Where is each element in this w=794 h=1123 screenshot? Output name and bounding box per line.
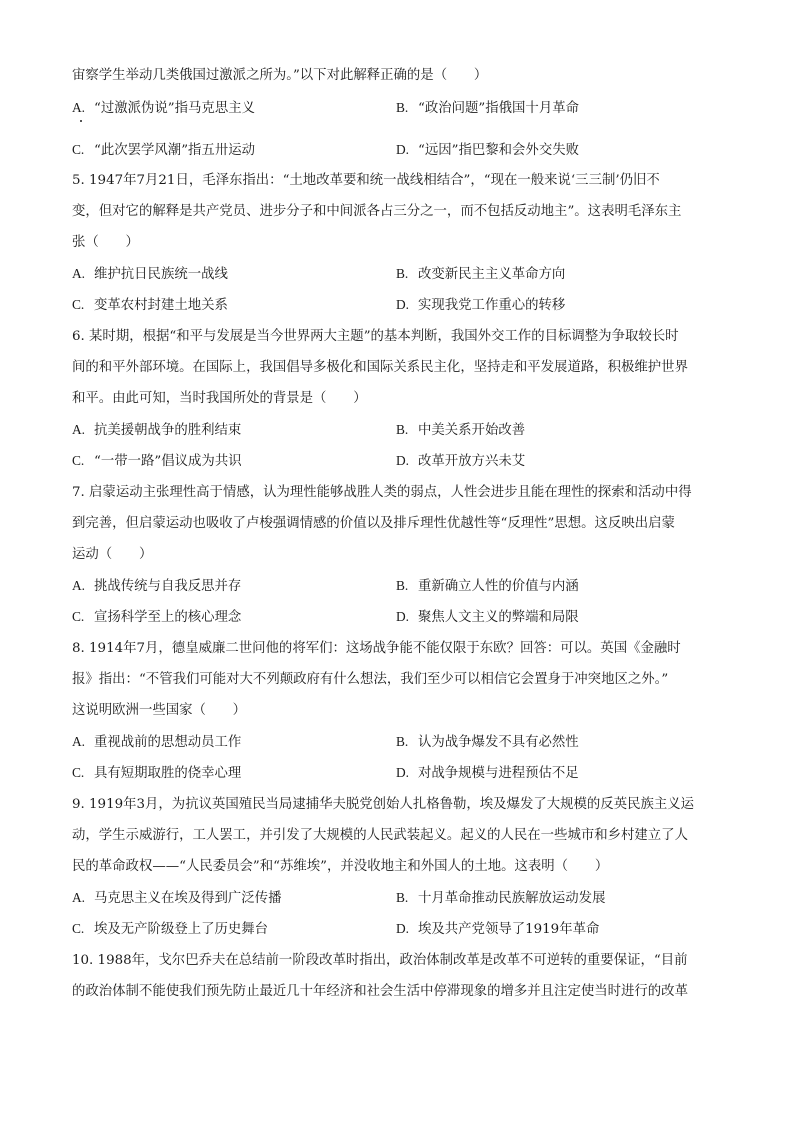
q9-option-b[interactable] bbox=[396, 888, 605, 908]
q7-stem-line-3: 运动（ ） bbox=[72, 547, 153, 562]
option-letter: C. bbox=[72, 297, 85, 312]
q5-stem-line-1: 5. 1947年7月21日，毛泽东指出：“土地改革要和统一战线相结合”，“现在一般来说‘三三制’仍旧不 bbox=[72, 173, 660, 188]
q6-option-b[interactable] bbox=[396, 420, 525, 440]
q6-option-d[interactable] bbox=[396, 451, 525, 471]
option-text: 具有短期取胜的侥幸心理 bbox=[94, 766, 242, 781]
q5-option-b[interactable] bbox=[396, 264, 565, 284]
option-letter: B. bbox=[396, 578, 409, 593]
option-letter: C. bbox=[72, 921, 85, 936]
option-text: “远因”指巴黎和会外交失败 bbox=[418, 143, 579, 158]
option-text: 实现我党工作重心的转移 bbox=[418, 298, 566, 313]
q7-option-c[interactable] bbox=[72, 607, 241, 627]
option-text: “一带一路”倡议成为共识 bbox=[94, 454, 242, 469]
option-text: 改革开放方兴未艾 bbox=[418, 454, 526, 469]
option-text: “此次罢学风潮”指五卅运动 bbox=[94, 143, 255, 158]
q5-stem-line-3: 张（ ） bbox=[72, 235, 139, 250]
option-letter: C. bbox=[72, 609, 85, 624]
q5-stem-line-2: 变，但对它的解释是共产党员、进步分子和中间派各占三分之一，而不包括反动地主”。这表明毛泽东主 bbox=[72, 204, 682, 219]
q10-stem-line-2: 的政治体制不能使我们预先防止最近几十年经济和社会生活中停滞现象的增多并且注定使当时进行的改革 bbox=[72, 984, 688, 999]
q5-option-c[interactable] bbox=[72, 295, 228, 315]
option-letter: A. bbox=[72, 422, 86, 437]
option-letter: D. bbox=[396, 297, 410, 312]
option-text: “政治问题”指俄国十月革命 bbox=[418, 101, 579, 116]
q4-stem-line: 宙察学生举动几类俄国过激派之所为。”以下对此解释正确的是（ ） bbox=[72, 68, 488, 83]
q7-stem-line-2: 到完善，但启蒙运动也吸收了卢梭强调情感的价值以及排斥理性优越性等“反理性”思想。这反映出启蒙 bbox=[72, 516, 675, 531]
q9-stem-line-1: 9. 1919年3月，为抗议英国殖民当局逮捕华夫脱党创始人扎格鲁勒，埃及爆发了大规模的反英民族主义运 bbox=[72, 797, 695, 812]
option-text: 马克思主义在埃及得到广泛传播 bbox=[94, 891, 282, 906]
q6-option-c[interactable] bbox=[72, 451, 242, 471]
option-text: 聚焦人文主义的弊端和局限 bbox=[418, 610, 579, 625]
q4-option-d[interactable] bbox=[396, 140, 579, 160]
q9-option-c[interactable] bbox=[72, 919, 268, 939]
option-letter: D. bbox=[396, 453, 410, 468]
option-letter: D. bbox=[396, 142, 410, 157]
q8-option-d[interactable] bbox=[396, 763, 579, 783]
q9-option-d[interactable] bbox=[396, 919, 599, 939]
option-letter: C. bbox=[72, 453, 85, 468]
q7-option-b[interactable] bbox=[396, 576, 579, 596]
option-text: 抗美援朝战争的胜利结束 bbox=[94, 423, 242, 438]
option-letter: A. bbox=[72, 266, 86, 281]
q6-stem-line-1: 6. 某时期，根据“和平与发展是当今世界两大主题”的基本判断，我国外交工作的目标调整为争取较长时 bbox=[72, 329, 679, 344]
q6-stem-line-2: 间的和平外部环境。在国际上，我国倡导多极化和国际关系民主化，坚持走和平发展道路，积极维护世界 bbox=[72, 360, 688, 375]
option-letter: A. bbox=[72, 890, 86, 905]
option-text: 埃及共产党领导了1919年革命 bbox=[418, 922, 600, 937]
q9-option-a[interactable] bbox=[72, 888, 281, 908]
option-text: 认为战争爆发不具有必然性 bbox=[418, 735, 579, 750]
option-letter: B. bbox=[396, 734, 409, 749]
q4-option-a[interactable] bbox=[72, 98, 255, 118]
stray-mark bbox=[80, 120, 82, 122]
option-text: 维护抗日民族统一战线 bbox=[94, 267, 228, 282]
q10-stem-line-1: 10. 1988年，戈尔巴乔夫在总结前一阶段改革时指出，政治体制改革是改革不可逆转的重要保证，“目前 bbox=[72, 953, 688, 968]
option-text: 重新确立人性的价值与内涵 bbox=[418, 579, 579, 594]
option-text: 改变新民主主义革命方向 bbox=[418, 267, 566, 282]
q8-option-b[interactable] bbox=[396, 732, 579, 752]
option-letter: B. bbox=[396, 422, 409, 437]
option-letter: A. bbox=[72, 100, 86, 115]
option-letter: B. bbox=[396, 266, 409, 281]
option-text: “过激派伪说”指马克思主义 bbox=[94, 101, 255, 116]
option-text: 挑战传统与自我反思并存 bbox=[94, 579, 242, 594]
option-letter: A. bbox=[72, 578, 86, 593]
q5-option-a[interactable] bbox=[72, 264, 228, 284]
option-letter: B. bbox=[396, 890, 409, 905]
q4-option-b[interactable] bbox=[396, 98, 579, 118]
q8-stem-line-2: 报》指出：“不管我们可能对大不列颠政府有什么想法，我们至少可以相信它会置身于冲突地区之外。” bbox=[72, 672, 669, 687]
q8-option-a[interactable] bbox=[72, 732, 241, 752]
q7-stem-line-1: 7. 启蒙运动主张理性高于情感，认为理性能够战胜人类的弱点，人性会进步且能在理性的探索和活动中得 bbox=[72, 485, 692, 500]
q8-stem-line-1: 8. 1914年7月，德皇威廉二世问他的将军们：这场战争能不能仅限于东欧？回答：可以。英国《金融时 bbox=[72, 641, 681, 656]
q7-option-a[interactable] bbox=[72, 576, 241, 596]
q8-option-c[interactable] bbox=[72, 763, 241, 783]
q9-stem-line-3: 民的革命政权——“人民委员会”和“苏维埃”，并没收地主和外国人的土地。这表明（ ） bbox=[72, 859, 609, 874]
option-letter: D. bbox=[396, 765, 410, 780]
option-text: 宣扬科学至上的核心理念 bbox=[94, 610, 242, 625]
q7-option-d[interactable] bbox=[396, 607, 579, 627]
q9-stem-line-2: 动，学生示威游行，工人罢工，并引发了大规模的人民武装起义。起义的人民在一些城市和乡村建立了人 bbox=[72, 828, 688, 843]
q4-option-c[interactable] bbox=[72, 140, 255, 160]
option-text: 十月革命推动民族解放运动发展 bbox=[418, 891, 606, 906]
q5-option-d[interactable] bbox=[396, 295, 565, 315]
option-letter: C. bbox=[72, 142, 85, 157]
q6-stem-line-3: 和平。由此可知，当时我国所处的背景是（ ） bbox=[72, 391, 367, 406]
option-text: 埃及无产阶级登上了历史舞台 bbox=[94, 922, 269, 937]
option-text: 重视战前的思想动员工作 bbox=[94, 735, 242, 750]
option-text: 中美关系开始改善 bbox=[418, 423, 526, 438]
option-letter: D. bbox=[396, 609, 410, 624]
q8-stem-line-3: 这说明欧洲一些国家（ ） bbox=[72, 703, 247, 718]
option-text: 变革农村封建土地关系 bbox=[94, 298, 228, 313]
option-text: 对战争规模与进程预估不足 bbox=[418, 766, 579, 781]
option-letter: D. bbox=[396, 921, 410, 936]
option-letter: B. bbox=[396, 100, 409, 115]
option-letter: A. bbox=[72, 734, 86, 749]
option-letter: C. bbox=[72, 765, 85, 780]
q6-option-a[interactable] bbox=[72, 420, 241, 440]
